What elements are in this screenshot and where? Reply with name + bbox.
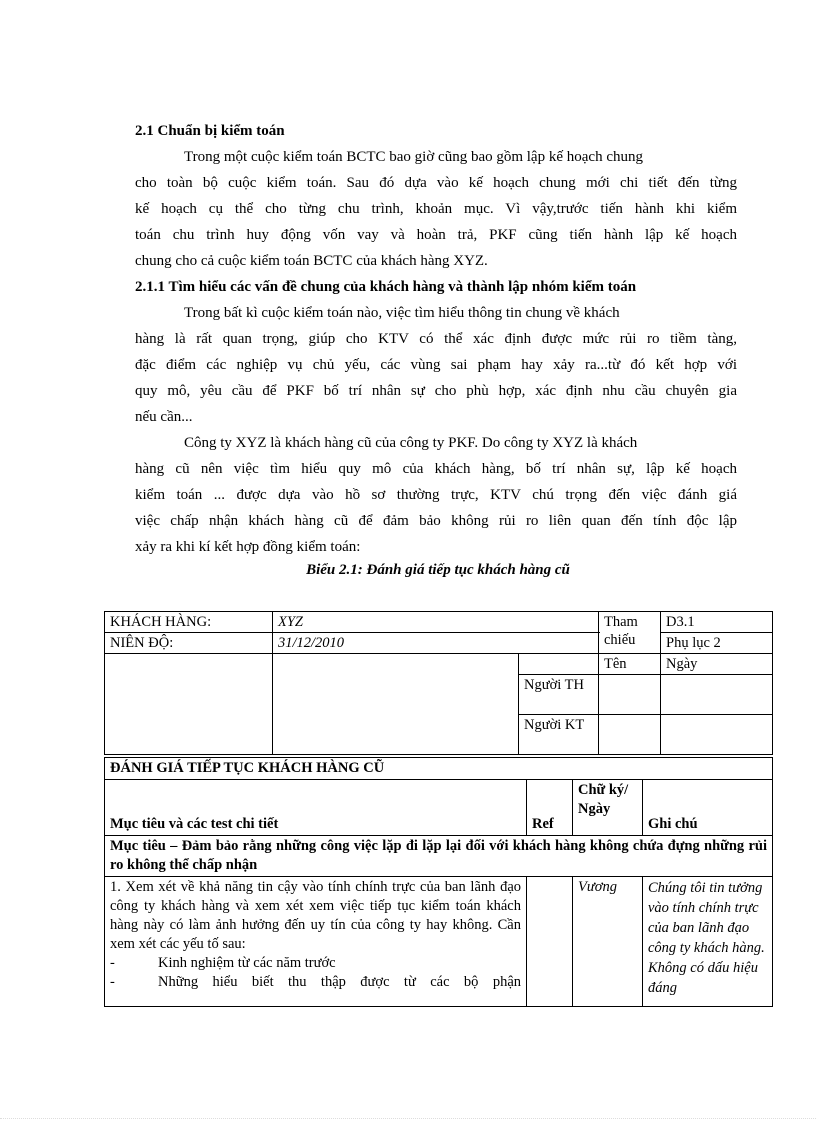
col-note-header: Ghi chú (643, 780, 773, 836)
item1-cell (105, 877, 527, 1007)
para3-line4: việc chấp nhận khách hàng cũ để đảm bảo không rủi ro liên quan đến tính độc lập (135, 513, 737, 529)
section-title: ĐÁNH GIÁ TIẾP TỤC KHÁCH HÀNG CŨ (105, 758, 773, 780)
para1-line2: cho toàn bộ cuộc kiểm toán. Sau đó dựa vào kế hoạch chung mới chi tiết đến từng (135, 175, 737, 191)
para3-line1: Công ty XYZ là khách hàng cũ của công ty PKF. Do công ty XYZ là khách (184, 435, 638, 451)
preparer-label: Người TH (519, 675, 599, 715)
para2-line5: nếu cần... (135, 409, 193, 425)
figure-caption: Biểu 2.1: Đánh giá tiếp tục khách hàng cũ (306, 562, 570, 578)
evaluation-table (104, 757, 773, 1007)
subsection-heading: 2.1.1 Tìm hiểu các vấn đề chung của khách hàng và thành lập nhóm kiểm toán (135, 279, 637, 295)
blank-cell-mid (273, 654, 519, 755)
section-heading: 2.1 Chuẩn bị kiểm toán (135, 123, 285, 139)
para1-line1: Trong một cuộc kiểm toán BCTC bao giờ cũng bao gồm lập kế hoạch chung (184, 149, 643, 165)
item1-bullet1: - Kinh nghiệm từ các năm trước (110, 955, 336, 971)
para1-line3: kế hoạch cụ thể cho từng chu trình, khoản mục. Vì vậy,trước tiến hành khi kiểm (135, 201, 737, 217)
item1-bullet2: - Những hiểu biết thu thập được từ các bộ phận (110, 974, 521, 990)
para3-line5: xảy ra khi kí kết hợp đồng kiểm toán: (135, 539, 361, 555)
blank-cell-left (105, 654, 273, 755)
col-ref-header: Ref (527, 780, 573, 836)
preparer-name[interactable] (599, 675, 661, 715)
header-table (104, 611, 773, 755)
page-bottom-divider (0, 1118, 816, 1119)
para2-line1: Trong bất kì cuộc kiểm toán nào, việc tìm hiểu thông tin chung về khách (184, 305, 620, 321)
para2-line2: hàng là rất quan trọng, giúp cho KTV có thể xác định được mức rủi ro tiềm tàng, (135, 331, 737, 347)
year-label: NIÊN ĐỘ: (105, 633, 273, 654)
reviewer-name[interactable] (599, 715, 661, 755)
appendix-label: Phụ lục 2 (661, 633, 773, 654)
name-col-label: Tên (599, 654, 661, 675)
client-label: KHÁCH HÀNG: (105, 612, 273, 633)
ref-value: D3.1 (661, 612, 773, 633)
para2-line3: đặc điểm các nghiệp vụ chủ yếu, các vùng sai phạm hay xảy ra...từ đó kết hợp với (135, 357, 737, 373)
item1-note: Chúng tôi tin tưởng vào tính chính trực của ban lãnh đạo công ty khách hàng. Không có dấu hiệu đáng (643, 877, 773, 1007)
col-sign-header: Chữ ký/ Ngày (573, 780, 643, 836)
para1-line5: chung cho cả cuộc kiểm toán BCTC của khách hàng XYZ. (135, 253, 488, 269)
objective-text: Mục tiêu – Đảm bảo rằng những công việc lặp đi lặp lại đối với khách hàng không chứa đựng những rủi ro không thể chấp nhận (105, 836, 773, 877)
reviewer-date[interactable] (661, 715, 773, 755)
date-col-label: Ngày (661, 654, 773, 675)
year-value: 31/12/2010 (273, 633, 599, 654)
blank-cell-signhead (519, 654, 599, 675)
preparer-date[interactable] (661, 675, 773, 715)
para3-line2: hàng cũ nên việc tìm hiểu quy mô của khách hàng, bố trí nhân sự, lập kế hoạch (135, 461, 737, 477)
item1-sign: Vương (573, 877, 643, 1007)
ref-label: Tham chiếu (599, 612, 661, 654)
item1-ref (527, 877, 573, 1007)
reviewer-label: Người KT (519, 715, 599, 755)
col-objective-header: Mục tiêu và các test chi tiết (105, 780, 527, 836)
para1-line4: toán chu trình huy động vốn vay và hoàn trả, PKF cũng tiến hành lập kế hoạch (135, 227, 737, 243)
item1-text: 1. Xem xét về khả năng tin cậy vào tính chính trực của ban lãnh đạo công ty khách hàng và xem xét xem việc tiếp tục kiểm toán khách hàng này có làm ảnh hưởng đến uy tín của công ty hay không. Cần xem xét các yếu tố sau: (110, 879, 521, 952)
client-value: XYZ (273, 612, 599, 633)
para3-line3: kiểm toán ... được dựa vào hồ sơ thường trực, KTV chú trọng đến việc đánh giá (135, 487, 737, 503)
para2-line4: quy mô, yêu cầu để PKF bố trí nhân sự cho phù hợp, xác định nhu cầu chuyên gia (135, 383, 737, 399)
